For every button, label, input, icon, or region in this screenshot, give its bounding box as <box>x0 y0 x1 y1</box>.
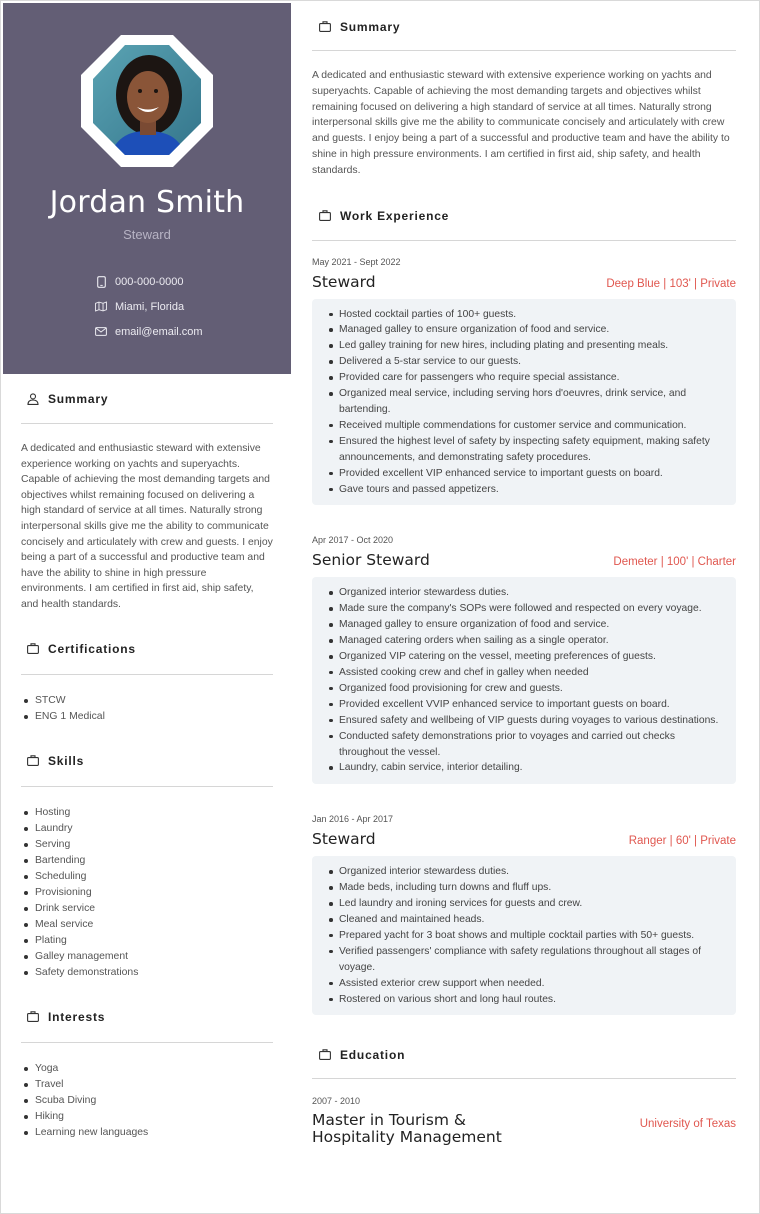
job-title: Steward <box>312 272 376 291</box>
left-sections <box>3 374 291 1141</box>
interests-heading <box>21 993 273 1043</box>
list-item: Hiking <box>21 1109 273 1125</box>
list-item: Managed catering orders when sailing as a single operator. <box>326 633 722 649</box>
certifications-title: Certifications <box>48 642 136 657</box>
list-item: STCW <box>21 693 273 709</box>
list-item: Managed galley to ensure organization of food and service. <box>326 322 722 338</box>
list-item: Made sure the company's SOPs were followed and respected on every voyage. <box>326 601 722 617</box>
profile-name: Jordan Smith <box>49 185 245 220</box>
profile-header <box>3 3 291 374</box>
right-column <box>312 3 736 1146</box>
email-link[interactable]: email@email.com <box>115 325 203 338</box>
contact-info <box>95 269 203 344</box>
list-item: Safety demonstrations <box>21 965 273 981</box>
list-item: Led galley training for new hires, including plating and presenting meals. <box>326 338 722 354</box>
right-summary-text: A dedicated and enthusiastic steward with extensive experience working on yachts and superyachts. Capable of achieving the most demanding targets and objectives whilst remaining focused on delivering a high standard of service at all times. Naturally strong interpersonal skills give me the ability to communicate concisely and articulately with crew and guests. I enjoy being a part of a successful and productive team and have the ability to shine in high pressure environments. I am certified in first aid, ship safety, and health standards. <box>312 70 730 176</box>
list-item: Laundry <box>21 821 273 837</box>
briefcase-icon <box>27 755 39 767</box>
list-item: Organized meal service, including serving hors d'oeuvres, drink service, and bartending. <box>326 386 722 418</box>
profile-role: Steward <box>123 227 171 242</box>
list-item: Bartending <box>21 853 273 869</box>
briefcase-icon <box>27 1011 39 1023</box>
briefcase-icon <box>319 21 331 33</box>
list-item: Learning new languages <box>21 1125 273 1141</box>
education-heading <box>312 1031 736 1079</box>
briefcase-icon <box>27 643 39 655</box>
list-item: Drink service <box>21 901 273 917</box>
skills-title: Skills <box>48 754 85 769</box>
job-company: Ranger | 60' | Private <box>628 835 736 848</box>
job-company: Deep Blue | 103' | Private <box>606 277 736 290</box>
skills-list <box>21 805 273 981</box>
avatar <box>79 33 215 169</box>
list-item: Cleaned and maintained heads. <box>326 912 722 928</box>
briefcase-icon <box>319 1049 331 1061</box>
interests-list <box>21 1061 273 1141</box>
list-item: Serving <box>21 837 273 853</box>
user-icon <box>27 393 39 405</box>
list-item: Provided excellent VIP enhanced service to important guests on board. <box>326 466 722 482</box>
certifications-list <box>21 693 273 725</box>
phone-text[interactable]: 000-000-0000 <box>115 275 184 288</box>
list-item: Meal service <box>21 917 273 933</box>
left-summary-title: Summary <box>48 391 109 406</box>
list-item: Scheduling <box>21 869 273 885</box>
list-item: Laundry, cabin service, interior detailing. <box>326 760 722 776</box>
list-item: Yoga <box>21 1061 273 1077</box>
job-dates: May 2021 - Sept 2022 <box>312 256 401 267</box>
experience-heading <box>312 193 736 241</box>
job-entry-1 <box>312 257 736 506</box>
list-item: Ensured safety and wellbeing of VIP guests during voyages to various destinations. <box>326 713 722 729</box>
education-dates: 2007 - 2010 <box>312 1096 361 1107</box>
list-item: Provisioning <box>21 885 273 901</box>
right-summary-heading <box>312 3 736 51</box>
list-item: Hosted cocktail parties of 100+ guests. <box>326 307 722 323</box>
left-column <box>3 3 291 1213</box>
interests-title: Interests <box>48 1010 106 1025</box>
certifications-heading <box>21 625 273 675</box>
education-school: University of Texas <box>639 1118 736 1131</box>
list-item: Hosting <box>21 805 273 821</box>
contact-email <box>95 319 203 344</box>
list-item: Led laundry and ironing services for guests and crew. <box>326 896 722 912</box>
job-company: Demeter | 100' | Charter <box>613 556 736 569</box>
list-item: Organized food provisioning for crew and guests. <box>326 681 722 697</box>
education-title: Education <box>340 1047 406 1062</box>
list-item: Provided excellent VVIP enhanced service to important guests on board. <box>326 697 722 713</box>
list-item: Plating <box>21 933 273 949</box>
job-duties <box>312 299 736 506</box>
job-dates: Jan 2016 - Apr 2017 <box>312 814 394 825</box>
list-item: Organized VIP catering on the vessel, meeting preferences of guests. <box>326 649 722 665</box>
list-item: Organized interior stewardess duties. <box>326 864 722 880</box>
job-duties <box>312 577 736 784</box>
list-item: Verified passengers' compliance with safety regulations throughout all stages of voyage. <box>326 944 722 976</box>
list-item: Delivered a 5-star service to our guests. <box>326 354 722 370</box>
left-summary-heading <box>21 374 273 424</box>
list-item: Rostered on various short and long haul routes. <box>326 992 722 1008</box>
list-item: Conducted safety demonstrations prior to voyages and carried out checks throughout the vessel. <box>326 729 722 761</box>
contact-phone <box>95 269 203 294</box>
list-item: Ensured the highest level of safety by inspecting safety equipment, making safety announcements, and demonstrating safety procedures. <box>326 434 722 466</box>
skills-heading <box>21 737 273 787</box>
phone-icon <box>95 276 107 288</box>
briefcase-icon <box>319 210 331 222</box>
experience-title: Work Experience <box>340 209 450 224</box>
contact-location <box>95 294 203 319</box>
list-item: Scuba Diving <box>21 1093 273 1109</box>
map-icon <box>95 301 107 313</box>
envelope-icon <box>95 326 107 338</box>
job-entry-2 <box>312 535 736 784</box>
list-item: Gave tours and passed appetizers. <box>326 482 722 498</box>
job-title: Senior Steward <box>312 551 430 570</box>
job-title: Steward <box>312 830 376 849</box>
list-item: Organized interior stewardess duties. <box>326 585 722 601</box>
right-summary-title: Summary <box>340 19 401 34</box>
avatar-photo <box>79 33 215 169</box>
list-item: Received multiple commendations for customer service and communication. <box>326 418 722 434</box>
education-entry <box>312 1096 736 1146</box>
list-item: Managed galley to ensure organization of food and service. <box>326 617 722 633</box>
list-item: Provided care for passengers who require special assistance. <box>326 370 722 386</box>
left-summary-text: A dedicated and enthusiastic steward with extensive experience working on yachts and superyachts. Capable of achieving the most demanding targets and objectives whilst remaining focused on delivering a high standard of service at all times. Naturally strong interpersonal skills give me the ability to communicate concisely and articulately with crew and guests. I enjoy being a part of a successful and productive team and have the ability to shine in high pressure environments. I am certified in first aid, ship safety, and health standards. <box>21 443 273 610</box>
list-item: Prepared yacht for 3 boat shows and multiple cocktail parties with 50+ guests. <box>326 928 722 944</box>
location-text: Miami, Florida <box>115 300 185 313</box>
job-duties <box>312 856 736 1015</box>
list-item: Assisted exterior crew support when needed. <box>326 976 722 992</box>
job-entry-3 <box>312 814 736 1015</box>
job-dates: Apr 2017 - Oct 2020 <box>312 535 394 546</box>
list-item: Made beds, including turn downs and fluff ups. <box>326 880 722 896</box>
list-item: Travel <box>21 1077 273 1093</box>
education-degree: Master in Tourism & Hospitality Management <box>312 1111 502 1147</box>
list-item: Galley management <box>21 949 273 965</box>
list-item: ENG 1 Medical <box>21 709 273 725</box>
list-item: Assisted cooking crew and chef in galley when needed <box>326 665 722 681</box>
